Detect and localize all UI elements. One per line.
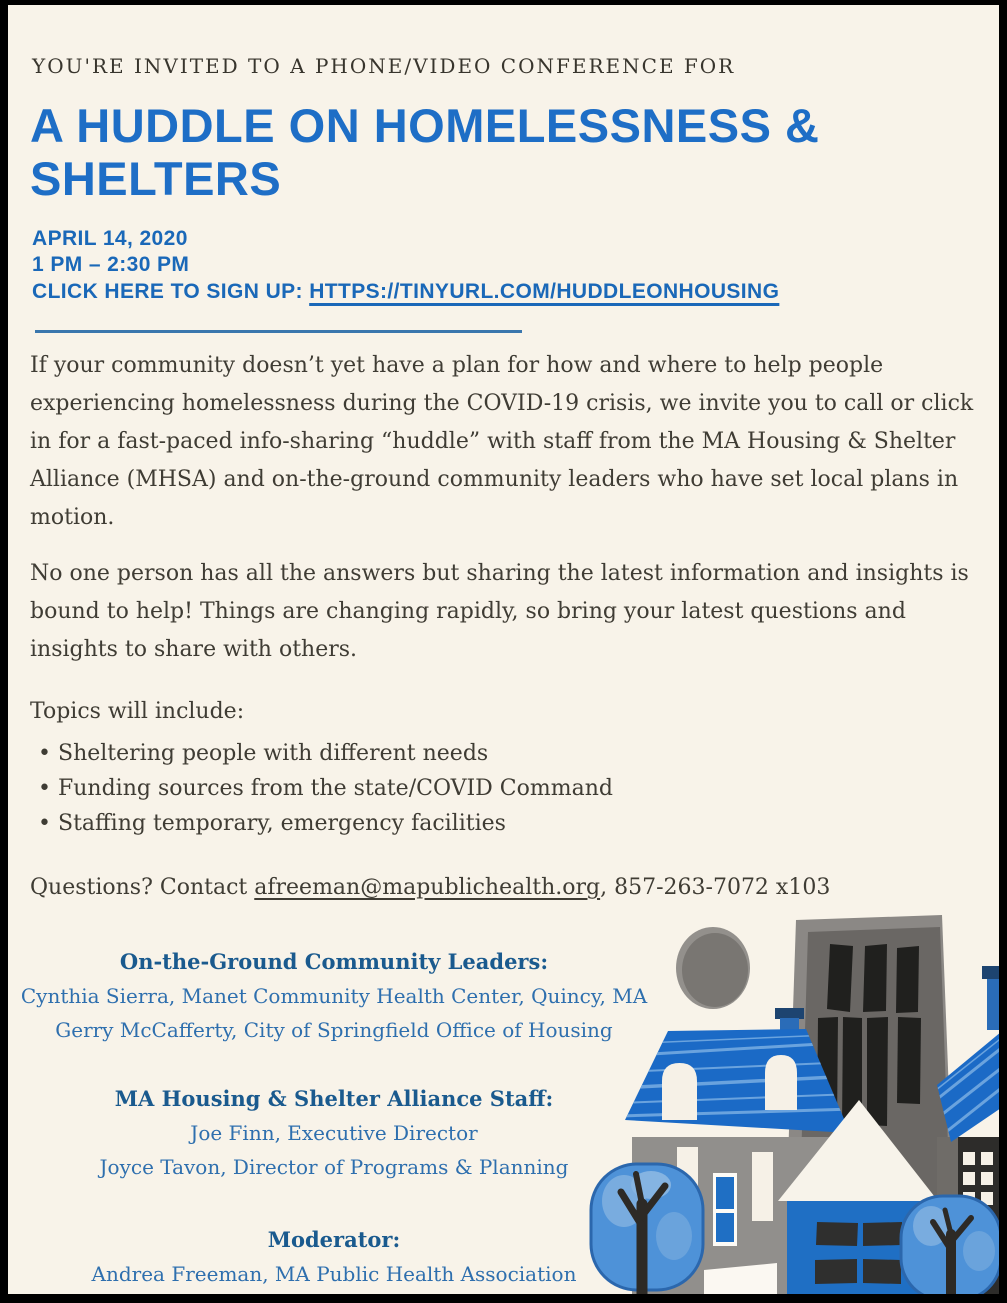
divider-line (35, 330, 522, 333)
left-tree (591, 1164, 703, 1294)
contact-suffix: , 857-263-7072 x103 (600, 875, 831, 900)
roof-dormer-arch (765, 1055, 797, 1110)
credit-group-community-leaders (8, 945, 660, 1047)
credit-line: Gerry McCafferty, City of Springfield Office of Housing (55, 1018, 613, 1042)
topic-item: • Funding sources from the state/COVID Command (30, 771, 613, 806)
right-chimney (982, 966, 999, 1030)
signup-label: CLICK HERE TO SIGN UP: (32, 280, 303, 303)
body-paragraph: No one person has all the answers but sharing the latest information and insights is bound to help! Things are changing rapidly, so bring your latest questions and insights to share with others. (30, 561, 969, 662)
credit-line: Joyce Tavon, Director of Programs & Planning (99, 1155, 569, 1179)
contact-prefix: Questions? Contact (30, 875, 255, 900)
blue-window (713, 1173, 737, 1246)
credit-heading: Moderator: (267, 1227, 401, 1252)
gray-circle (676, 927, 750, 1009)
eyebrow-text: YOU'RE INVITED TO A PHONE/VIDEO CONFERENCE FOR (32, 54, 736, 78)
signup-link[interactable]: HTTPS://TINYURL.COM/HUDDLEONHOUSING (309, 280, 780, 303)
event-title (30, 99, 819, 205)
credit-heading: On-the-Ground Community Leaders: (119, 949, 549, 974)
credit-heading: MA Housing & Shelter Alliance Staff: (114, 1086, 554, 1111)
credit-line: Andrea Freeman, MA Public Health Association (91, 1262, 577, 1286)
credit-line: Cynthia Sierra, Manet Community Health Center, Quincy, MA (20, 984, 648, 1008)
credit-group-moderator (8, 1223, 660, 1291)
signup-cta (32, 279, 779, 305)
body-paragraph: If your community doesn’t yet have a plan for how and where to help people experiencing homelessness during the COVID-19 crisis, we invite you to call or click in for a fast-paced info-sharing “huddle” with staff from the MA Housing & Shelter Alliance (MHSA) and on-the-ground community leaders who have set local plans in motion. (30, 353, 974, 530)
event-title-line-2: SHELTERS (30, 152, 282, 205)
topics-list (30, 736, 613, 841)
credit-group-alliance-staff (8, 1082, 660, 1184)
contact-email-link[interactable]: afreeman@mapublichealth.org (254, 875, 601, 900)
right-tree (901, 1196, 999, 1294)
event-title-line-1: A HUDDLE ON HOMELESSNESS & (30, 99, 820, 152)
credits-block (8, 945, 660, 1291)
cityscape-illustration (579, 904, 999, 1294)
event-date: APRIL 14, 2020 (32, 227, 188, 250)
topics-heading: Topics will include: (30, 699, 245, 724)
credit-line: Joe Finn, Executive Director (190, 1121, 478, 1145)
roof-dormer-arch (662, 1063, 697, 1120)
topic-item: • Sheltering people with different needs (30, 736, 613, 771)
contact-line (30, 873, 830, 903)
event-time: 1 PM – 2:30 PM (32, 253, 190, 276)
topic-item: • Staffing temporary, emergency facilities (30, 806, 613, 841)
